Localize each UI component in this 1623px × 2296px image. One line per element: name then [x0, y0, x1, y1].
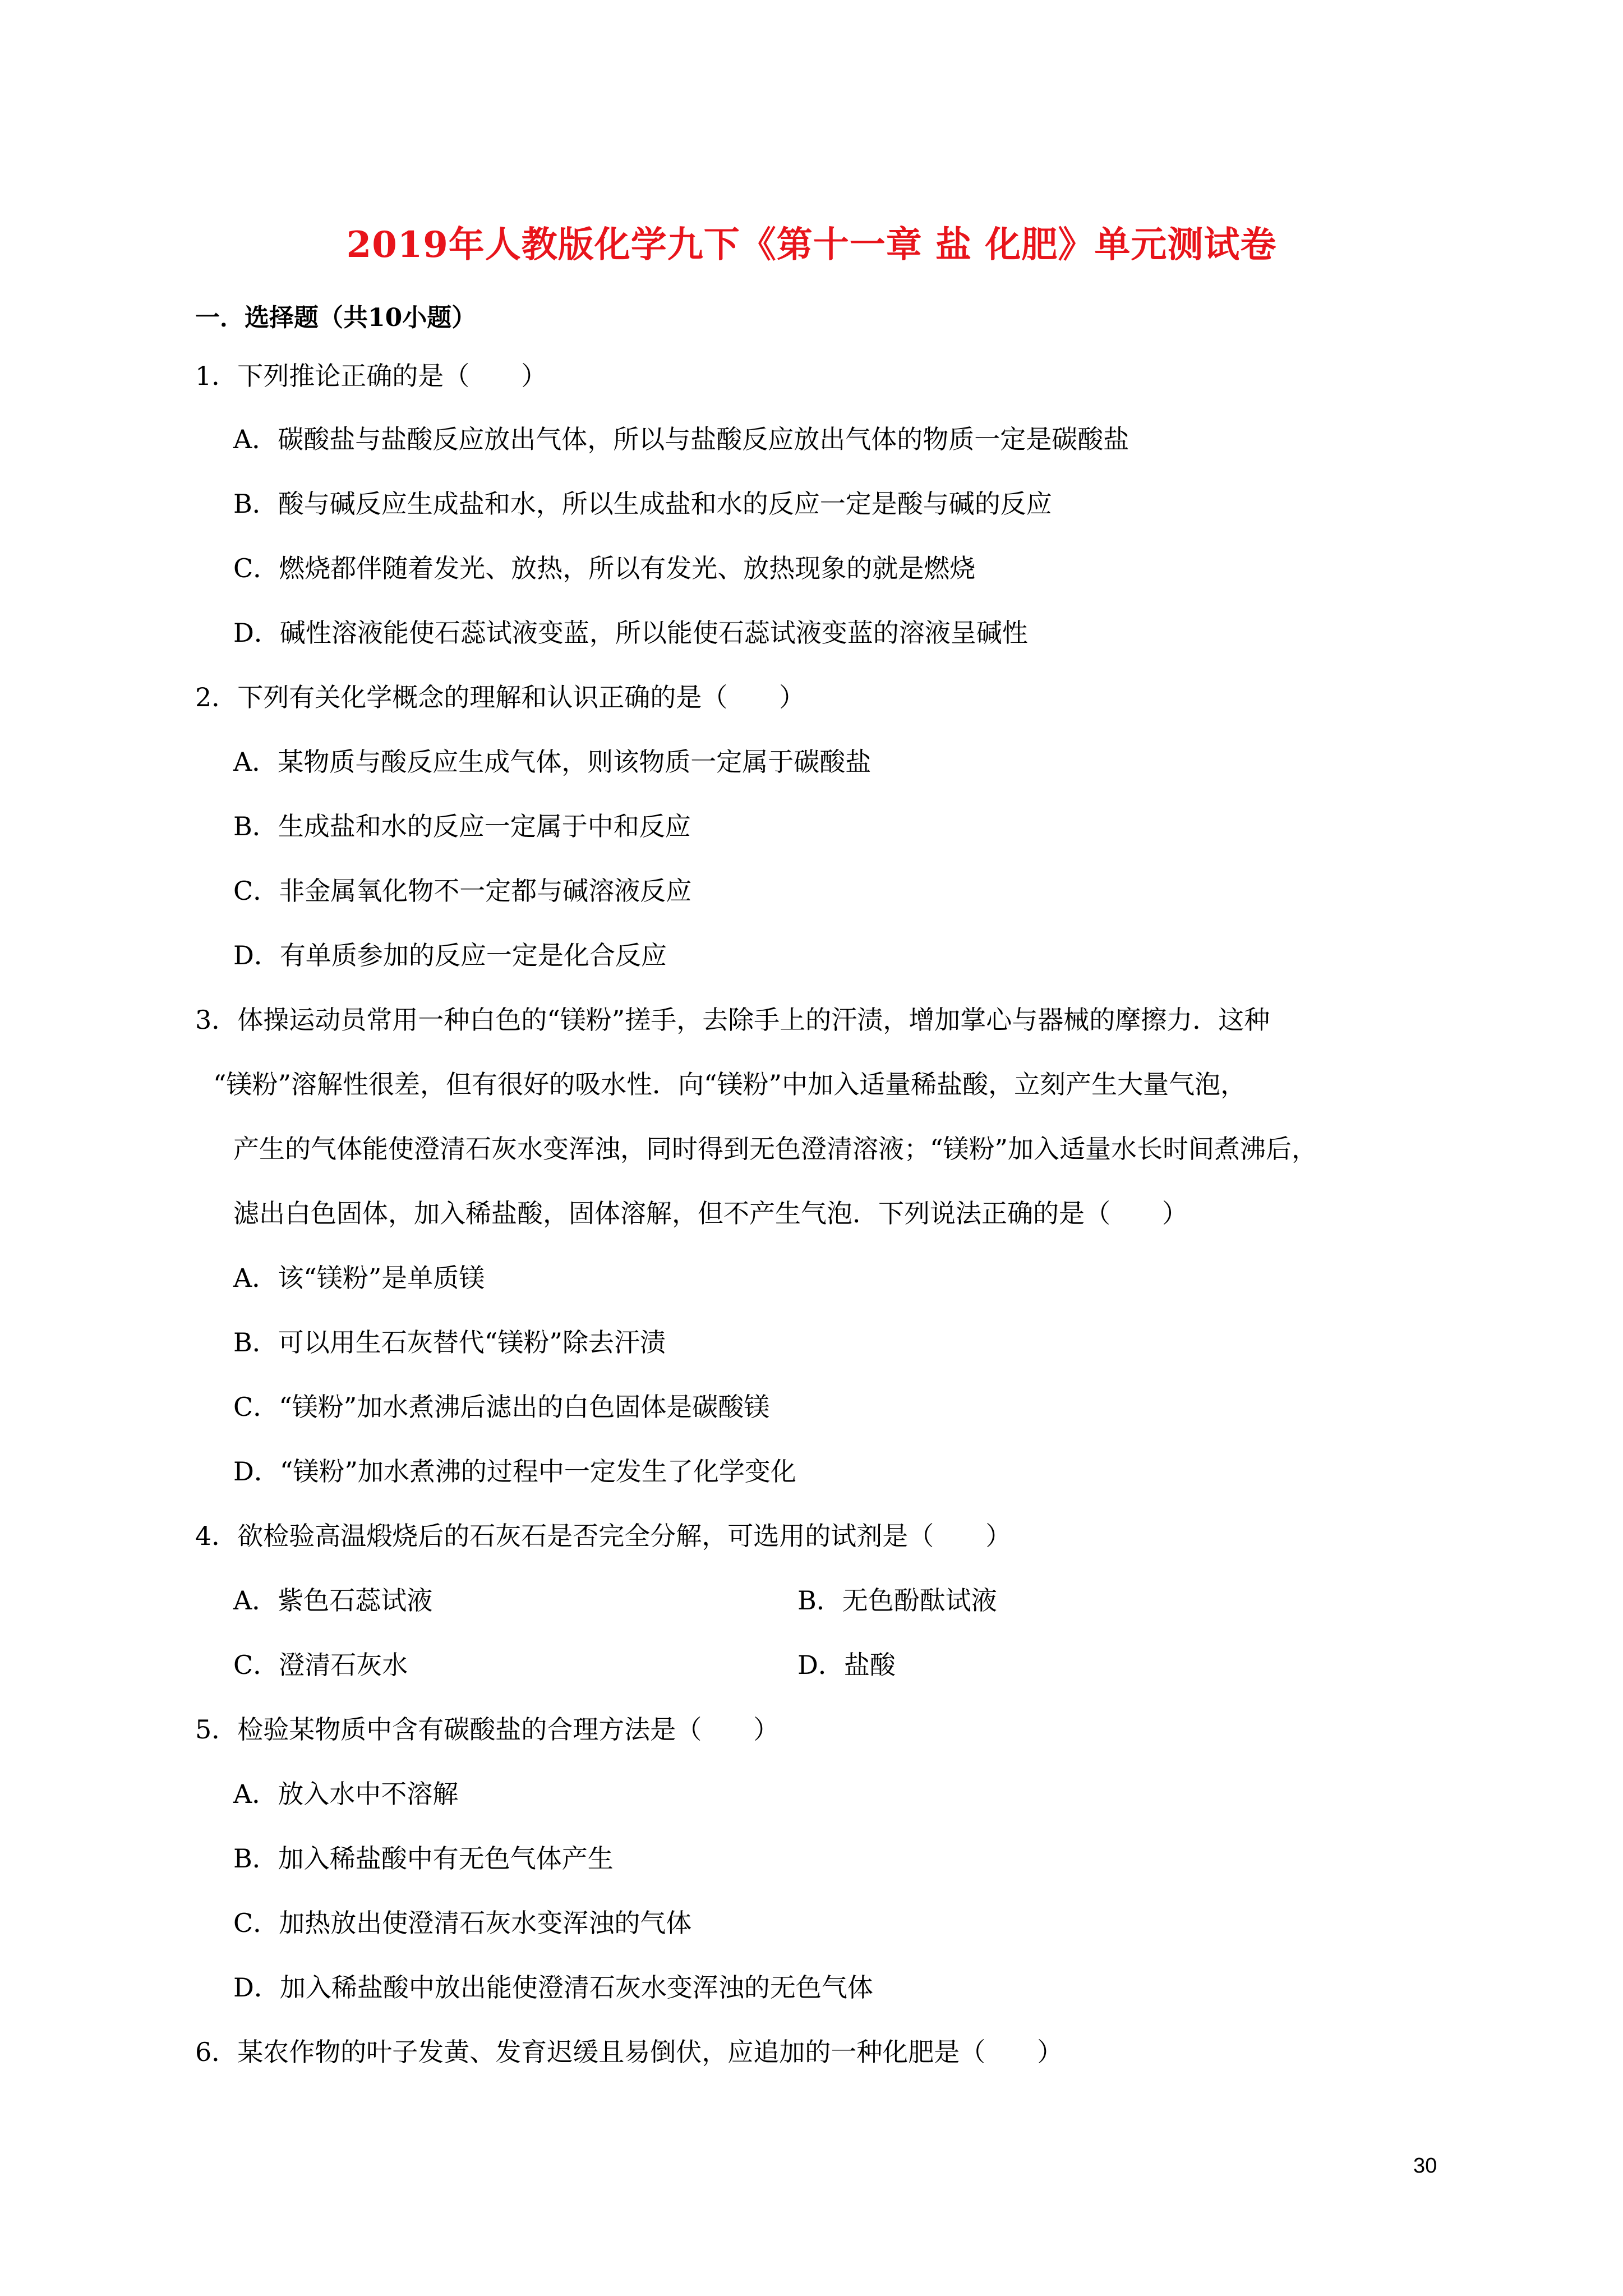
question-2-option-c: C．非金属氧化物不一定都与碱溶液反应 — [233, 876, 692, 906]
question-4-option-a: A．紫色石蕊试液 — [233, 1585, 433, 1616]
question-3-stem-line-4: 滤出白色固体，加入稀盐酸，固体溶解，但不产生气泡．下列说法正确的是（ ） — [233, 1198, 1188, 1228]
question-2-option-d: D．有单质参加的反应一定是化合反应 — [233, 940, 667, 970]
question-1-option-d: D．碱性溶液能使石蕊试液变蓝，所以能使石蕊试液变蓝的溶液呈碱性 — [233, 618, 1028, 648]
question-3-option-b: B．可以用生石灰替代“镁粉”除去汗渍 — [233, 1327, 666, 1358]
question-3-option-d: D．“镁粉”加水煮沸的过程中一定发生了化学变化 — [233, 1456, 796, 1487]
question-5-option-b: B．加入稀盐酸中有无色气体产生 — [233, 1843, 614, 1874]
question-2-option-b: B．生成盐和水的反应一定属于中和反应 — [233, 811, 691, 841]
question-3-stem-line-3: 产生的气体能使澄清石灰水变浑浊，同时得到无色澄清溶液；“镁粉”加入适量水长时间煮沸后， — [233, 1134, 1318, 1164]
question-4-option-c: C．澄清石灰水 — [233, 1650, 408, 1680]
question-3-stem-line-1: 3．体操运动员常用一种白色的“镁粉”搓手，去除手上的汗渍，增加掌心与器械的摩擦力．这种 — [195, 1005, 1270, 1035]
question-3-stem-line-2: “镁粉”溶解性很差，但有很好的吸水性．向“镁粉”中加入适量稀盐酸，立刻产生大量气泡， — [213, 1069, 1247, 1099]
question-4-stem: 4．欲检验高温煅烧后的石灰石是否完全分解，可选用的试剂是（ ） — [195, 1521, 1012, 1551]
question-5-option-d: D．加入稀盐酸中放出能使澄清石灰水变浑浊的无色气体 — [233, 1972, 873, 2003]
question-4-option-b: B．无色酚酞试液 — [797, 1585, 997, 1616]
question-2-stem: 2．下列有关化学概念的理解和认识正确的是（ ） — [195, 682, 805, 712]
question-1-option-a: A．碳酸盐与盐酸反应放出气体，所以与盐酸反应放出气体的物质一定是碳酸盐 — [233, 424, 1129, 454]
question-1-stem: 1．下列推论正确的是（ ） — [195, 361, 547, 391]
page-title: 2019年人教版化学九下《第十一章 盐 化肥》单元测试卷 — [346, 224, 1277, 266]
section-heading: 一．选择题（共10小题） — [195, 303, 477, 332]
question-6-stem: 6．某农作物的叶子发黄、发育迟缓且易倒伏，应追加的一种化肥是（ ） — [195, 2037, 1063, 2067]
question-1-option-c: C．燃烧都伴随着发光、放热，所以有发光、放热现象的就是燃烧 — [233, 553, 976, 583]
page-number: 30 — [1413, 2154, 1437, 2178]
question-5-stem: 5．检验某物质中含有碳酸盐的合理方法是（ ） — [195, 1714, 780, 1745]
question-3-option-a: A．该“镁粉”是单质镁 — [233, 1263, 485, 1293]
question-4-option-d: D．盐酸 — [797, 1650, 896, 1680]
question-5-option-c: C．加热放出使澄清石灰水变浑浊的气体 — [233, 1908, 692, 1938]
question-3-option-c: C．“镁粉”加水煮沸后滤出的白色固体是碳酸镁 — [233, 1392, 770, 1422]
question-1-option-b: B．酸与碱反应生成盐和水，所以生成盐和水的反应一定是酸与碱的反应 — [233, 489, 1052, 519]
question-2-option-a: A．某物质与酸反应生成气体，则该物质一定属于碳酸盐 — [233, 747, 872, 777]
question-5-option-a: A．放入水中不溶解 — [233, 1779, 459, 1809]
